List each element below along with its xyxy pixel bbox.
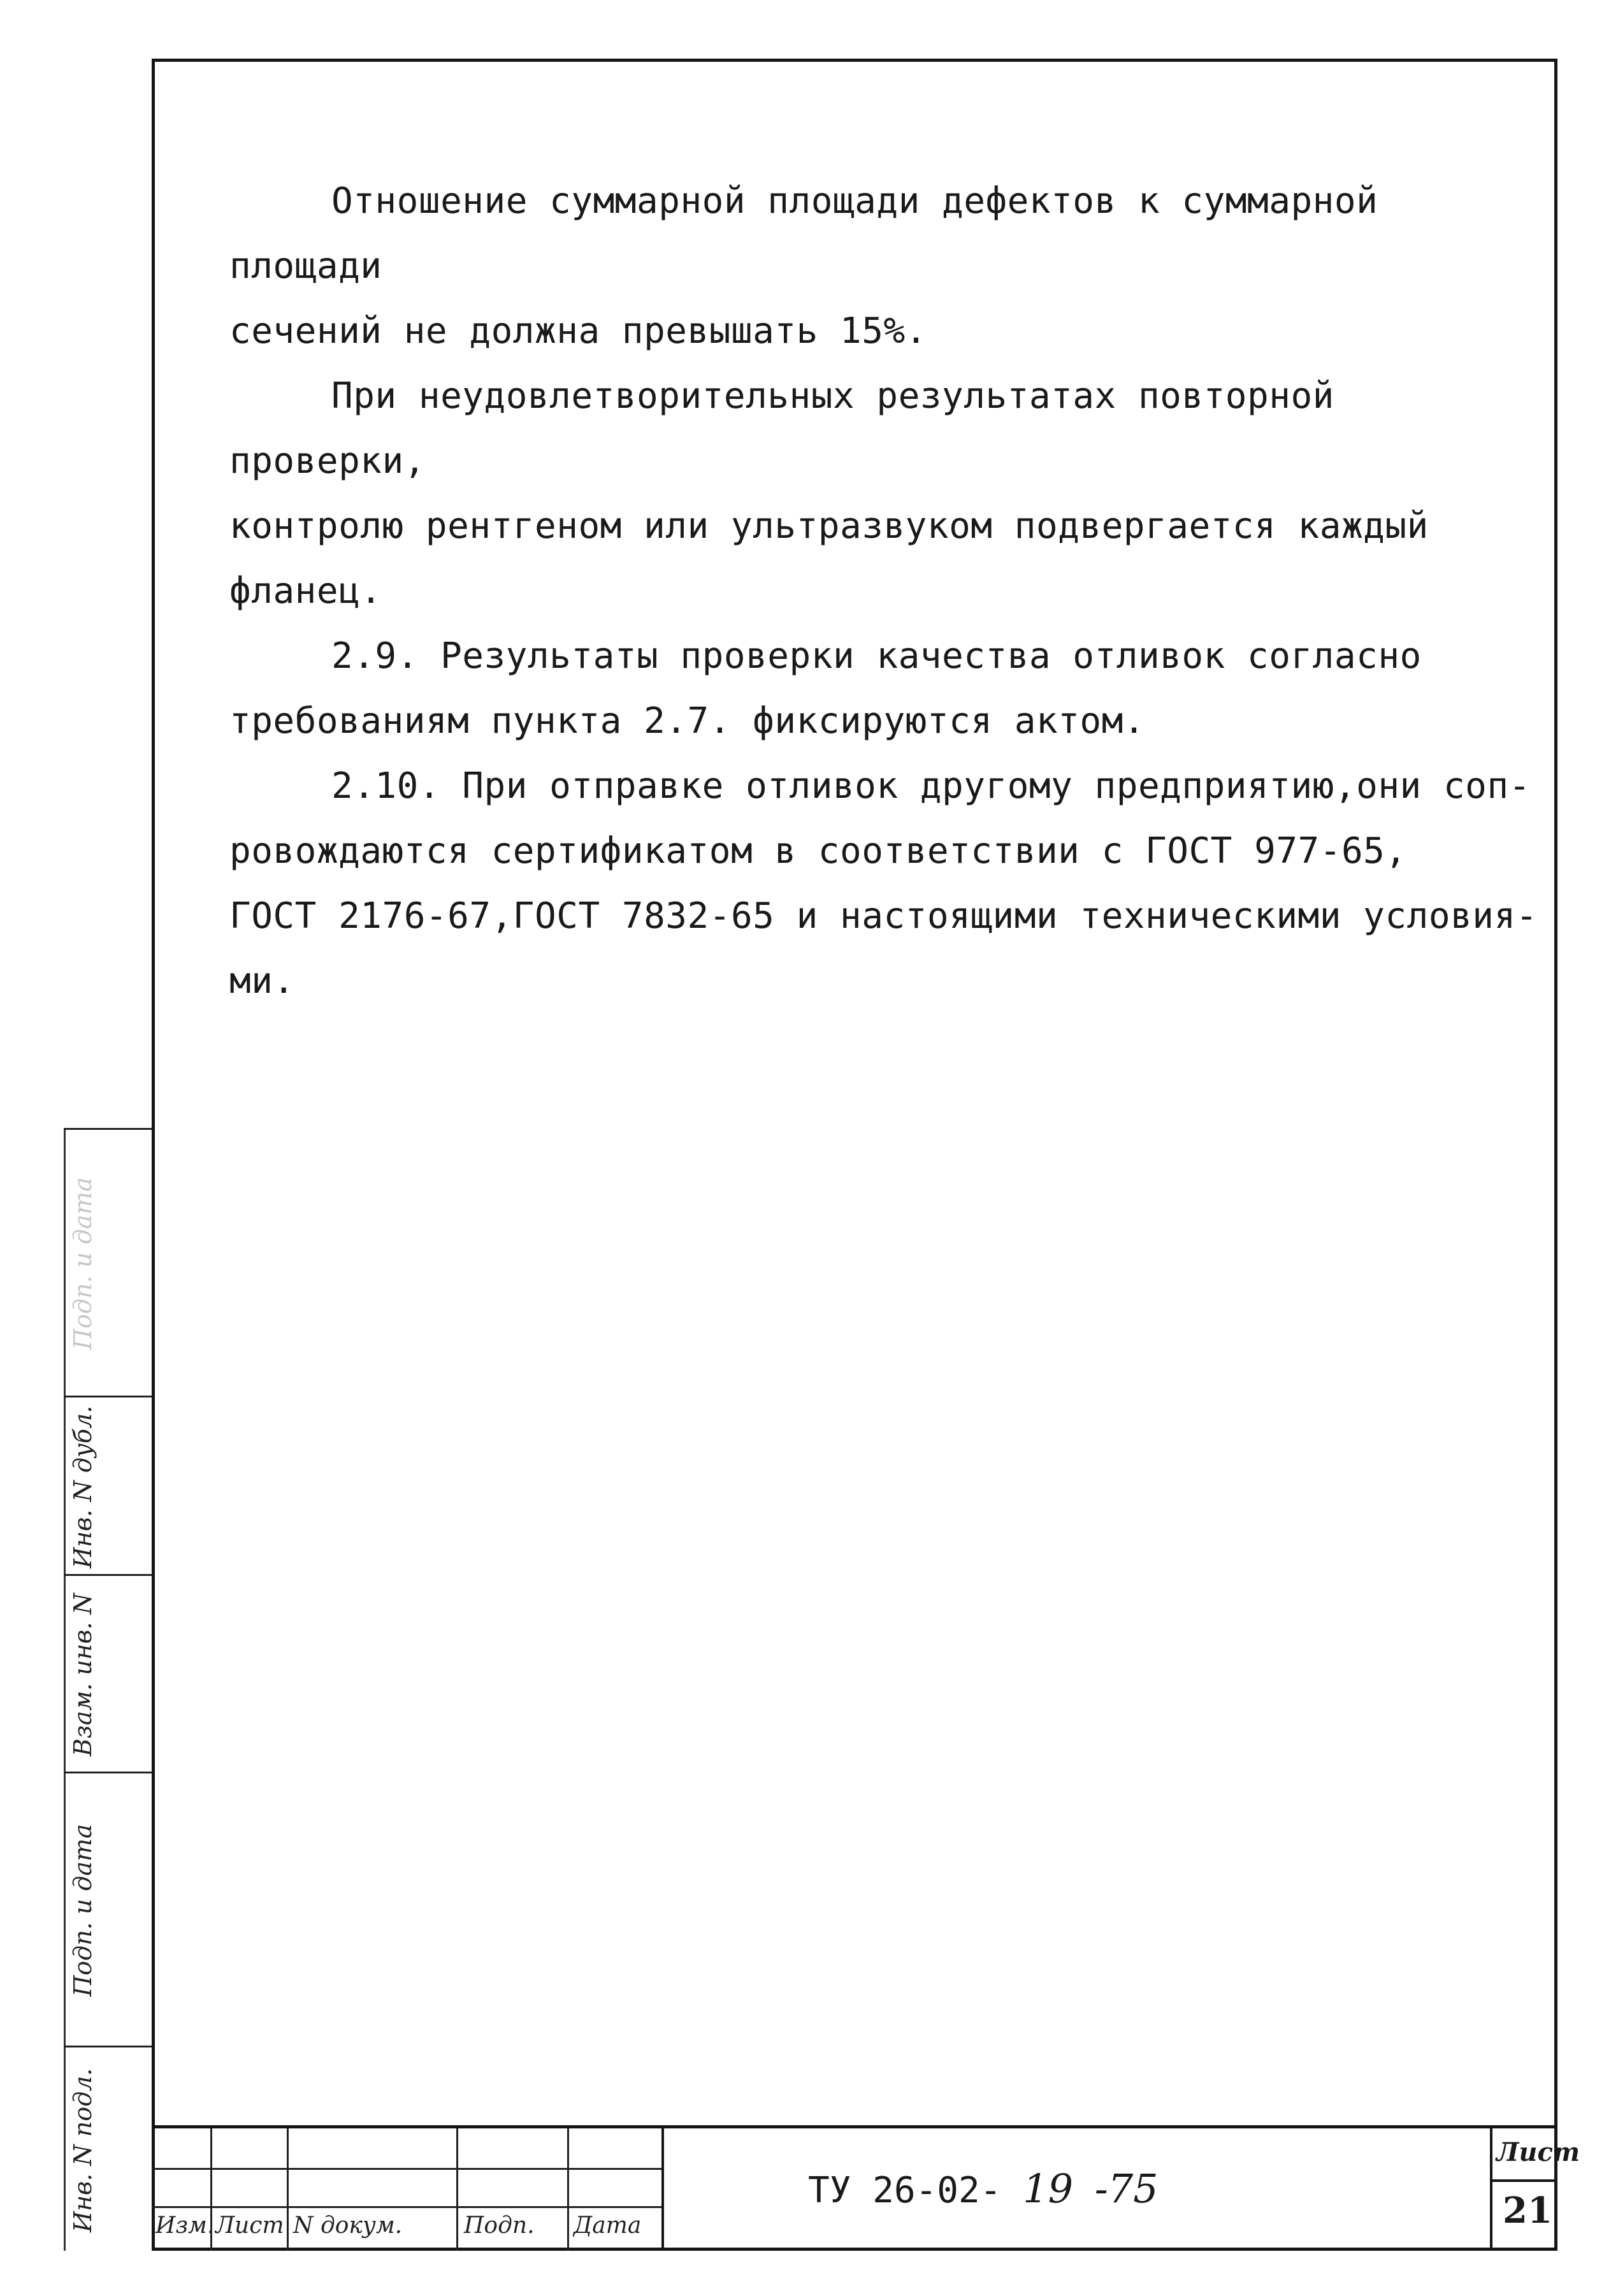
paragraph-line: требованиям пункта 2.7. фиксируются актом.: [229, 700, 1146, 742]
document-code: [808, 2165, 1159, 2212]
strip-label-podp-data: Подп. и дата: [69, 1824, 97, 1997]
paragraph-line: ровождаются сертификатом в соответствии с ГОСТ 977-65,: [229, 830, 1407, 872]
strip-label-inv-podl: Инв. N подл.: [69, 2068, 97, 2232]
doc-code-year: -75: [1094, 2165, 1159, 2212]
strip-label-inv-dubl: Инв. N дубл.: [69, 1405, 97, 1568]
paragraph-line: 2.10. При отправке отливок другому предприятию,они соп-: [331, 765, 1531, 807]
doc-code-number: 19: [1023, 2165, 1074, 2212]
sheet-box-line: [1490, 2179, 1557, 2182]
header-podp: Подп.: [464, 2213, 535, 2239]
strip-cell: [64, 1396, 152, 1576]
paragraph-line: ми.: [229, 960, 295, 1002]
strip-cell: [64, 1772, 152, 2047]
grid-line: [152, 2168, 661, 2170]
header-list: Лист: [215, 2213, 284, 2239]
header-izm: Изм.: [155, 2213, 215, 2239]
grid-line: [567, 2128, 569, 2251]
grid-line: [287, 2128, 289, 2251]
strip-label-vzam-inv: Взам. инв. N: [69, 1593, 97, 1756]
strip-cell: [64, 1574, 152, 1773]
header-data: Дата: [574, 2213, 642, 2239]
paragraph-line: фланец.: [229, 570, 382, 612]
grid-line: [456, 2128, 458, 2251]
doc-code-prefix: ТУ 26-02-: [808, 2170, 1002, 2211]
strip-cell: [64, 1128, 152, 1397]
title-block: [152, 2125, 1580, 2251]
paragraph-line: При неудовлетворительных результатах повторной проверки,: [229, 375, 1334, 482]
header-n-dokum: N докум.: [293, 2213, 403, 2239]
strip-cell: [64, 2046, 152, 2253]
sheet-box-divider: [1490, 2128, 1492, 2251]
margin-strip: [64, 1128, 152, 2251]
grid-line: [152, 2206, 661, 2208]
paragraph-line: сечений не должна превышать 15%.: [229, 310, 927, 352]
paragraph-line: 2.9. Результаты проверки качества отливок согласно: [331, 635, 1422, 677]
paragraph-line: Отношение суммарной площади дефектов к суммарной площади: [229, 180, 1378, 287]
paragraph-line: ГОСТ 2176-67,ГОСТ 7832-65 и настоящими техническими условия-: [229, 895, 1538, 937]
sheet-number: 21: [1503, 2190, 1552, 2232]
sheet-label: Лист: [1496, 2137, 1580, 2167]
paragraph-line: контролю рентгеном или ультразвуком подвергается каждый: [229, 505, 1429, 547]
revision-grid: [152, 2128, 661, 2251]
document-body: [229, 169, 1542, 1014]
stamp-divider: [661, 2128, 664, 2251]
strip-label-podp-data-faded: Подп. и дата: [69, 1177, 97, 1350]
